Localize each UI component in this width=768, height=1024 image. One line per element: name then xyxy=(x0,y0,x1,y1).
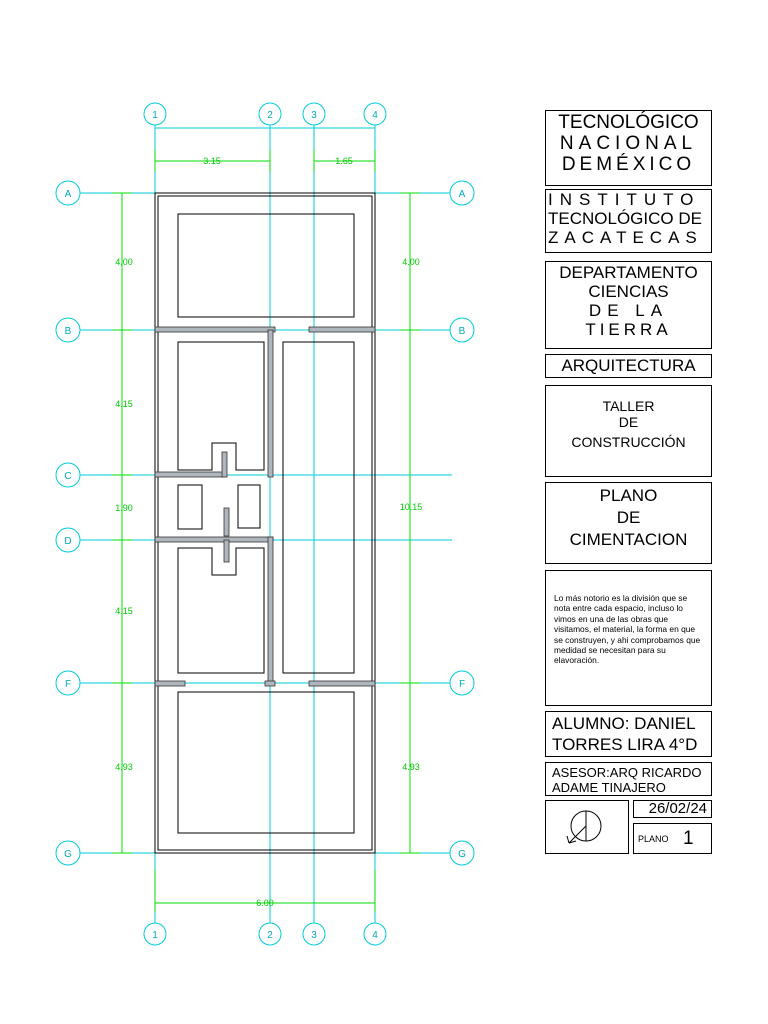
grid-label-row-a-left: A xyxy=(64,189,72,200)
grid-bubbles xyxy=(56,103,474,945)
student-box xyxy=(545,711,712,757)
foundation-walls xyxy=(155,193,375,853)
grid-label-row-b-left: B xyxy=(64,326,72,337)
advisor-box xyxy=(545,762,712,796)
drawing-title-box xyxy=(545,482,712,564)
grid-label-col-2-top: 2 xyxy=(267,110,273,121)
grid-label-row-d-left: D xyxy=(64,536,72,547)
department-line-1: DEPARTAMENTO xyxy=(559,263,698,282)
department-line-4: TIERRA xyxy=(585,320,672,339)
drawing-title-line-3: CIMENTACION xyxy=(569,530,688,549)
dim-right-3: 4.93 xyxy=(402,762,420,772)
grid-label-row-f-left: F xyxy=(64,679,72,690)
notes-text: Lo más notorio es la división que se nota entre cada espacio, incluso lo vimos en una de las obras que visitamos, el material, la forma en que se construyen, y ahi comprobamos que medidad se necesitan para su elavoración. xyxy=(554,593,701,666)
sheet-label: PLANO xyxy=(638,834,669,844)
date-box xyxy=(633,800,712,818)
dim-right-2: 10.15 xyxy=(399,502,423,512)
north-box xyxy=(545,800,629,854)
notes-box xyxy=(545,570,712,706)
institution-line-3: DEMÉXICO xyxy=(561,154,696,175)
dim-right-1: 4.00 xyxy=(402,257,420,267)
dim-left-3: 1.90 xyxy=(115,503,133,513)
student-line-2: TORRES LIRA 4°D xyxy=(552,735,698,754)
institute-line-3: ZACATECAS xyxy=(548,228,703,247)
drawing-title-line-1: PLANO xyxy=(599,486,658,505)
course-line-3: CONSTRUCCIÓN xyxy=(571,434,686,450)
grid-label-col-4-bottom: 4 xyxy=(372,930,378,941)
department-box xyxy=(545,261,712,349)
institute-line-1: INSTITUTO xyxy=(548,190,701,209)
dim-left-1: 4.00 xyxy=(115,257,133,267)
dim-top-1: 3.15 xyxy=(203,156,221,166)
dim-left-4: 4.15 xyxy=(115,606,133,616)
sheet-number: 1 xyxy=(682,828,694,849)
institution-line-1: TECNOLÓGICO xyxy=(558,112,699,133)
career-label: ARQUITECTURA xyxy=(561,356,696,375)
grid-label-col-3-bottom: 3 xyxy=(311,930,317,941)
date-value: 26/02/24 xyxy=(648,800,707,817)
grid-label-row-g-right: G xyxy=(458,849,466,860)
grid-label-row-c-left: C xyxy=(64,471,72,482)
advisor-line-1: ASESOR:ARQ RICARDO xyxy=(552,765,702,780)
institute-line-2: TECNOLÓGICO DE xyxy=(548,209,702,228)
grid-lines xyxy=(80,122,452,925)
grid-label-col-2-bottom: 2 xyxy=(267,930,273,941)
student-line-1: ALUMNO: DANIEL xyxy=(552,714,696,733)
sheet-box xyxy=(633,823,712,854)
drawing-title-line-2: DE xyxy=(616,508,641,527)
department-line-3: DE LA xyxy=(588,301,669,320)
dim-left-2: 4.15 xyxy=(115,399,133,409)
grid-label-row-f-right: F xyxy=(458,679,466,690)
grid-label-col-4-top: 4 xyxy=(372,110,378,121)
grid-label-col-1-top: 1 xyxy=(152,110,158,121)
grid-label-row-a-right: A xyxy=(458,189,466,200)
dim-top-2: 1.65 xyxy=(335,156,353,166)
grid-label-row-g-left: G xyxy=(64,849,72,860)
institute-box xyxy=(545,189,712,253)
dim-left-5: 4.93 xyxy=(115,762,133,772)
grid-label-col-3-top: 3 xyxy=(311,110,317,121)
advisor-line-2: ADAME TINAJERO xyxy=(552,780,666,795)
course-line-1: TALLER xyxy=(602,398,655,414)
grid-label-row-b-right: B xyxy=(458,326,466,337)
dimension-labels xyxy=(115,156,422,908)
institution-line-2: NACIONAL xyxy=(559,133,698,154)
grid-label-col-1-bottom: 1 xyxy=(152,930,158,941)
department-line-2: CIENCIAS xyxy=(588,282,669,301)
course-line-2: DE xyxy=(618,414,639,430)
institution-box xyxy=(545,110,712,186)
career-box xyxy=(545,354,712,378)
course-box xyxy=(545,385,712,477)
dim-bottom: 6.00 xyxy=(256,898,274,908)
